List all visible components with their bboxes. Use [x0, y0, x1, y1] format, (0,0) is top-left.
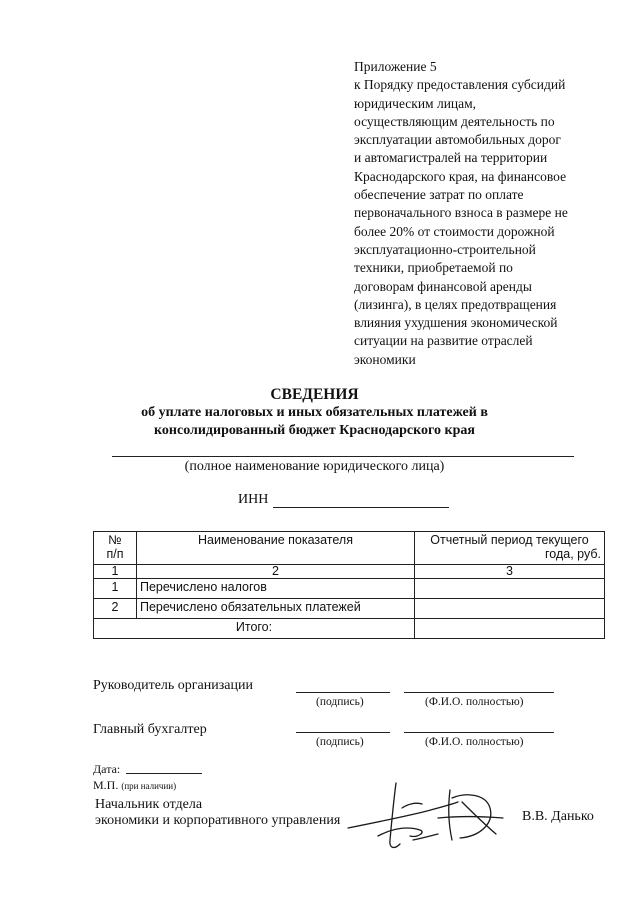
header-num-line2: п/п — [106, 547, 124, 561]
head-fio-line — [404, 692, 554, 693]
row-name: Перечислено обязательных платежей — [137, 599, 415, 619]
handwritten-signature-icon — [338, 778, 518, 858]
signer-position-line1: Начальник отдела — [95, 797, 203, 812]
row-name: Перечислено налогов — [137, 579, 415, 599]
head-fio-caption: (Ф.И.О. полностью) — [425, 696, 524, 708]
colnum-1: 1 — [94, 565, 137, 579]
accountant-label: Главный бухгалтер — [93, 722, 207, 737]
colnum-2: 2 — [137, 565, 415, 579]
row-num: 2 — [94, 599, 137, 619]
appendix-line: ситуации на развитие отраслей — [354, 333, 533, 349]
date-label: Дата: — [93, 762, 121, 776]
head-label: Руководитель организации — [93, 678, 253, 693]
inn-line — [273, 507, 449, 508]
table-colnum-row — [94, 565, 605, 579]
appendix-line: влияния ухудшения экономической — [354, 315, 558, 331]
appendix-line: техники, приобретаемой по — [354, 260, 513, 276]
appendix-line: юридическим лицам, — [354, 95, 477, 111]
signer-position-line2: экономики и корпоративного управления — [95, 813, 341, 828]
appendix-line: экономики — [354, 351, 416, 367]
header-period-line1: Отчетный период текущего — [430, 533, 589, 547]
appendix-line: и автомагистралей на территории — [354, 150, 548, 166]
accountant-sign-line — [296, 732, 390, 733]
header-num-line1: № — [108, 533, 122, 547]
table-header-row — [94, 532, 605, 565]
document-subtitle-line2: консолидированный бюджет Краснодарского края — [154, 423, 475, 438]
total-value — [415, 619, 605, 639]
document-subtitle-line1: об уплате налоговых и иных обязательных платежей в — [141, 405, 488, 420]
row-num: 1 — [94, 579, 137, 599]
stamp-label: М.П. — [93, 778, 119, 792]
accountant-fio-caption: (Ф.И.О. полностью) — [425, 736, 524, 748]
accountant-fio-line — [404, 732, 554, 733]
stamp-label-wrap — [93, 778, 176, 793]
signer-name: В.В. Данько — [522, 809, 594, 824]
table-row — [94, 579, 605, 599]
accountant-sign-caption: (подпись) — [316, 736, 364, 748]
header-period-line2: года, руб. — [545, 547, 601, 561]
appendix-line: Приложение 5 — [354, 59, 437, 74]
appendix-line: более 20% от стоимости дорожной — [354, 223, 555, 239]
appendix-line: первоначального взноса в размере не — [354, 205, 568, 221]
header-period — [415, 532, 605, 565]
payments-table — [93, 531, 605, 639]
row-value — [415, 579, 605, 599]
appendix-line: эксплуатации автомобильных дорог — [354, 132, 561, 148]
org-name-caption: (полное наименование юридического лица) — [184, 459, 445, 474]
stamp-note: (при наличии) — [121, 781, 177, 791]
appendix-line: к Порядку предоставления субсидий — [354, 77, 566, 93]
colnum-3: 3 — [415, 565, 605, 579]
table-total-row — [94, 619, 605, 639]
appendix-line: (лизинга), в целях предотвращения — [354, 296, 557, 312]
header-name: Наименование показателя — [137, 532, 415, 565]
head-sign-line — [296, 692, 390, 693]
inn-label: ИНН — [238, 492, 269, 507]
head-sign-caption: (подпись) — [316, 696, 364, 708]
date-line — [126, 773, 202, 774]
header-num — [94, 532, 137, 565]
appendix-line: Краснодарского края, на финансовое — [354, 168, 567, 184]
row-value — [415, 599, 605, 619]
table-row — [94, 599, 605, 619]
appendix-block — [354, 58, 616, 369]
appendix-line: эксплуатационно-строительной — [354, 241, 536, 257]
total-label: Итого: — [94, 619, 415, 639]
org-name-line — [112, 456, 574, 457]
appendix-line: договорам финансовой аренды — [354, 278, 532, 294]
document-title: СВЕДЕНИЯ — [270, 386, 359, 403]
appendix-line: осуществляющим деятельность по — [354, 113, 555, 129]
appendix-line: обеспечение затрат по оплате — [354, 187, 524, 203]
